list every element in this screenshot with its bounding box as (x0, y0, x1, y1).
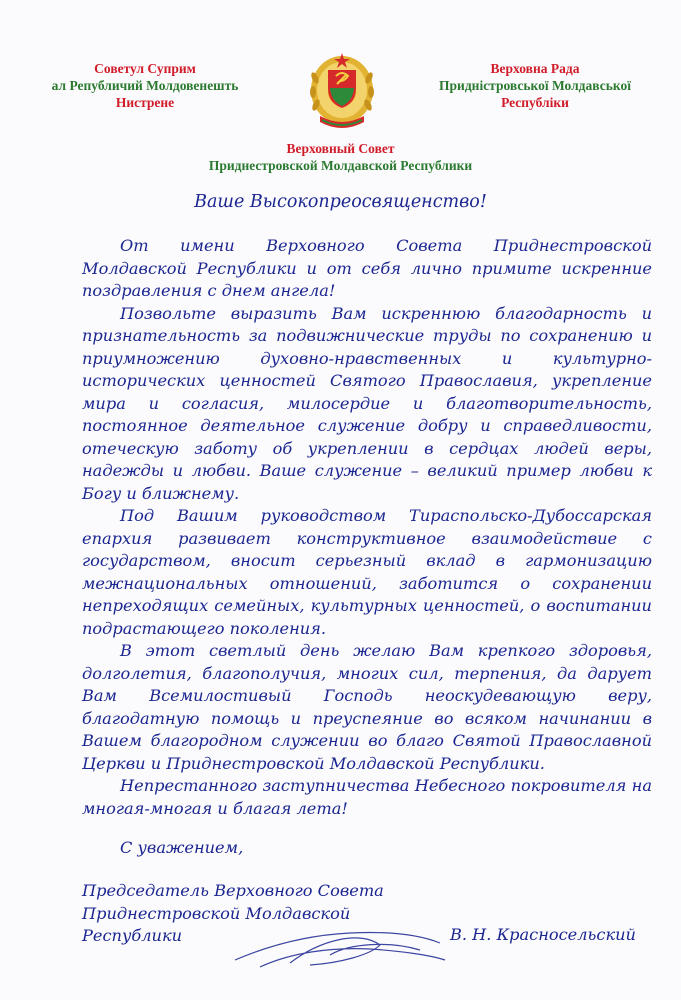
letterhead-right (420, 60, 650, 111)
letterhead-left-line3: Нистрене (115, 95, 175, 110)
letterhead-right-line3: Республіки (501, 95, 569, 110)
letterhead-left-line1: Советул Суприм (94, 61, 196, 76)
signer-title-line1: Председатель Верховного Совета (82, 881, 384, 900)
letter-body (82, 235, 652, 820)
letterhead-center-line1: Верховный Совет (286, 141, 395, 156)
paragraph-1: От имени Верховного Совета Приднестровской Молдавской Республики и от себя лично примите искренние поздравления с днем ангела! (82, 236, 652, 300)
salutation: Ваше Высокопреосвященство! (194, 192, 487, 212)
letterhead-right-line2: Придністровської Молдавської (439, 78, 631, 93)
letterhead-right-line1: Верховна Рада (490, 61, 580, 76)
signer-name: В. Н. Красносельский (450, 925, 636, 944)
state-emblem-icon (306, 48, 378, 130)
closing: С уважением, (120, 838, 244, 857)
paragraph-5: Непрестанного заступничества Небесного покровителя на многая-многая и благая лета! (82, 776, 652, 818)
paragraph-2: Позвольте выразить Вам искреннюю благодарность и признательность за подвижнические труды по сохранению и приумножению духовно-нравственных и культурно-исторических ценностей Святого Православия, укрепление мира и согласия, милосердие и благотворительность, постоянное деятельное служение добру и справедливости, отеческую заботу об укреплении в сердцах людей веры, надежды и любви. Ваше служение – великий пример любви к Богу и ближнему. (82, 303, 652, 503)
paragraph-4: В этот светлый день желаю Вам крепкого здоровья, долголетия, благополучия, многих сил, терпения, да дарует Вам Всемилостивый Господь неоскудевающую веру, благодатную помощь и преуспеяние во всяком начинании в Вашем благородном служении во благо Святой Православной Церкви и Приднестровской Молдавской Республики. (82, 641, 652, 773)
signer-title-line3: Республики (82, 926, 183, 945)
letterhead-left-line2: ал Републичий Молдовенешть (51, 78, 239, 93)
signature-image (230, 905, 450, 985)
letterhead-left (30, 60, 260, 111)
letterhead-center-line2: Приднестровской Молдавской Республики (208, 158, 473, 173)
letterhead-center (0, 140, 681, 174)
paragraph-3: Под Вашим руководством Тираспольско-Дубоссарская епархия развивает конструктивное взаимодействие с государством, вносит серьезный вклад в гармонизацию межнациональных отношений, заботится о сохранении непреходящих семейных, культурных ценностей, о воспитании подрастающего поколения. (82, 506, 652, 638)
signer-title-line2: Приднестровской Молдавской (82, 903, 351, 923)
